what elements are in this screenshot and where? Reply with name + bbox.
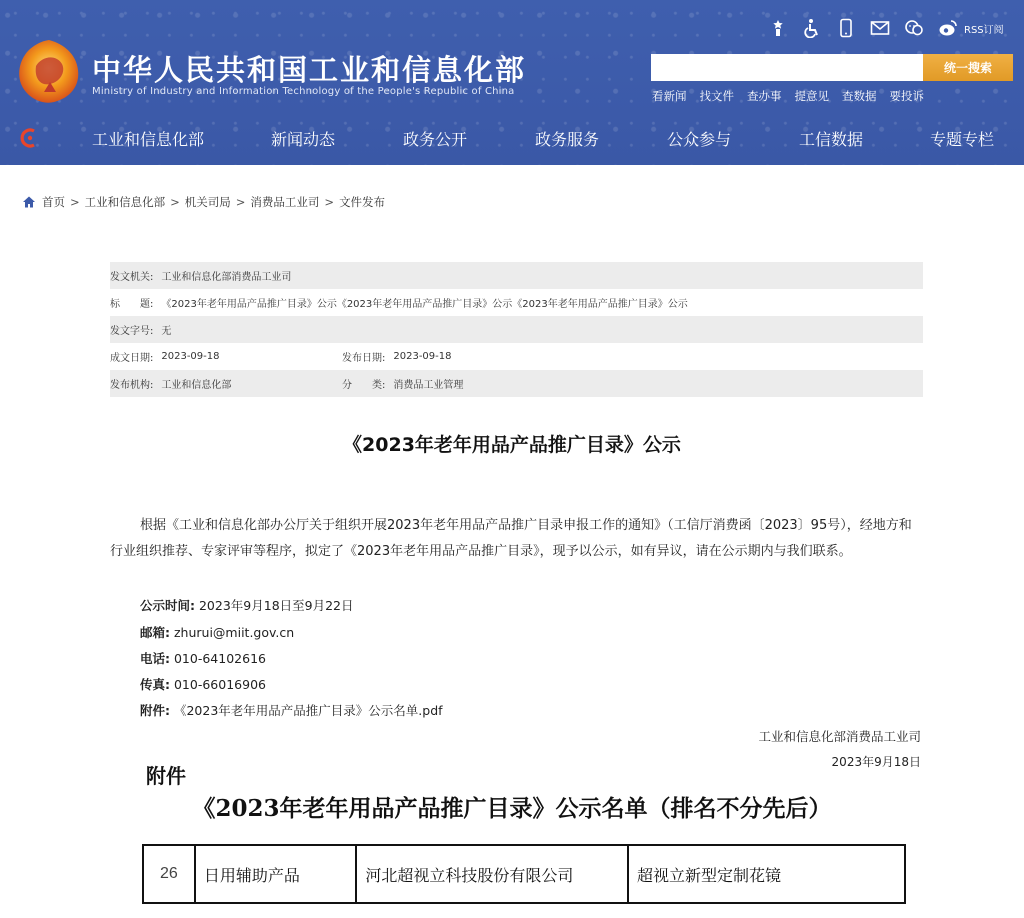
quick-links: [652, 88, 924, 104]
notice-period-line: [140, 596, 354, 614]
breadcrumb-departments[interactable]: 机关司局: [184, 195, 231, 209]
breadcrumb-documents[interactable]: 文件发布: [339, 195, 386, 209]
nav-item-government-affairs[interactable]: 政务公开: [403, 130, 468, 149]
article-title: 《2023年老年用品产品推广目录》公示: [343, 434, 681, 456]
wechat-icon[interactable]: [902, 16, 926, 40]
row-company: 河北超视立科技股份有限公司: [356, 845, 628, 903]
mail-icon[interactable]: [868, 16, 892, 40]
attachment-label: 附件:: [140, 703, 170, 718]
breadcrumb-miit[interactable]: 工业和信息化部: [84, 195, 166, 209]
doc-no-label: 发文字号:: [110, 326, 154, 337]
breadcrumb-separator: >: [324, 195, 335, 209]
home-icon[interactable]: [18, 126, 42, 150]
breadcrumb-separator: >: [235, 195, 246, 209]
nav-item-topics[interactable]: 专题专栏: [930, 130, 995, 149]
weibo-icon[interactable]: [936, 16, 960, 40]
fax-value: 010-66016906: [173, 677, 266, 692]
phone-value: 010-64102616: [173, 651, 266, 666]
nav-item-participation[interactable]: 公众参与: [667, 130, 732, 149]
breadcrumb-separator: >: [70, 195, 80, 209]
nav-item-services[interactable]: 政务服务: [535, 130, 600, 149]
breadcrumb-separator: >: [170, 195, 180, 209]
created-date-cell: [110, 349, 342, 364]
accessibility-toolbar: [766, 14, 1004, 42]
agency-value: 工业和信息化部: [161, 380, 232, 391]
search-button[interactable]: 统一搜索: [923, 54, 1013, 81]
email-line: [140, 623, 294, 641]
attachment-link[interactable]: 《2023年老年用品产品推广目录》公示名单.pdf: [173, 703, 443, 718]
row-product: 超视立新型定制花镜: [628, 845, 905, 903]
breadcrumb-consumer-goods[interactable]: 消费品工业司: [250, 195, 320, 209]
phone-line: [140, 649, 266, 667]
rss-link[interactable]: RSS订阅: [964, 24, 1004, 36]
category-label: 分 类:: [342, 380, 386, 391]
quick-link-complaint[interactable]: 要投诉: [889, 89, 924, 103]
table-row: [143, 845, 905, 903]
fax-line: [140, 675, 266, 693]
published-value: 2023-09-18: [393, 351, 452, 362]
fax-label: 传真:: [140, 677, 170, 692]
created-label: 成文日期:: [110, 353, 154, 364]
info-row-title: [110, 289, 923, 316]
email-label: 邮箱:: [140, 625, 170, 640]
attachment-title: 《2023年老年用品产品推广目录》公示名单（排名不分先后）: [192, 795, 832, 822]
category-cell: [342, 376, 463, 391]
issuer-label: 发文机关:: [110, 272, 154, 283]
breadcrumb-home[interactable]: 首页: [42, 195, 65, 209]
attachment-line: [140, 701, 443, 719]
product-list-table: [142, 844, 906, 904]
period-label: 公示时间:: [140, 598, 195, 613]
published-label: 发布日期:: [342, 353, 386, 364]
period-value: 2023年9月18日至9月22日: [198, 598, 354, 613]
breadcrumb: [22, 194, 385, 210]
site-subtitle: Ministry of Industry and Information Technology of the People's Republic of China: [92, 86, 515, 97]
site-title: 中华人民共和国工业和信息化部: [92, 53, 527, 87]
site-header: [0, 0, 1024, 165]
search-input[interactable]: [651, 54, 923, 81]
document-info-table: [110, 262, 923, 397]
home-icon: [22, 195, 36, 209]
info-row-dates: [110, 343, 923, 370]
published-date-cell: [342, 349, 452, 364]
info-row-doc-no: [110, 316, 923, 343]
row-number: 26: [143, 845, 195, 903]
agency-cell: [110, 376, 342, 391]
created-value: 2023-09-18: [161, 351, 220, 362]
mobile-icon[interactable]: [834, 16, 858, 40]
main-nav: [0, 118, 1024, 158]
category-value: 消费品工业管理: [393, 380, 464, 391]
agency-label: 发布机构:: [110, 380, 154, 391]
phone-label: 电话:: [140, 651, 170, 666]
quick-link-data[interactable]: 查数据: [842, 89, 877, 103]
row-category: 日用辅助产品: [195, 845, 357, 903]
signature-organization: 工业和信息化部消费品工业司: [758, 729, 921, 744]
elderly-mode-icon[interactable]: [766, 16, 790, 40]
info-row-agency: [110, 370, 923, 397]
article-paragraph: 根据《工业和信息化部办公厅关于组织开展2023年老年用品产品推广目录申报工作的通知》（工信厅消费函〔2023〕95号），经地方和行业组织推荐、专家评审等程序，拟定了《2023年老年用品产品推广目录》，现予以公示，如有异议，请在公示期内与我们联系。: [110, 518, 912, 559]
title-label: 标 题:: [110, 299, 154, 310]
quick-link-feedback[interactable]: 提意见: [794, 89, 829, 103]
quick-link-services[interactable]: 查办事: [747, 89, 782, 103]
nav-item-news[interactable]: 新闻动态: [271, 130, 336, 149]
attachment-heading: 附件: [146, 764, 186, 788]
nav-item-miit[interactable]: 工业和信息化部: [92, 130, 205, 149]
info-row-issuer: [110, 262, 923, 289]
signature-date: 2023年9月18日: [831, 755, 921, 769]
quick-link-files[interactable]: 找文件: [699, 89, 734, 103]
quick-link-news[interactable]: 看新闻: [652, 89, 687, 103]
issuer-value: 工业和信息化部消费品工业司: [161, 272, 292, 283]
nav-item-data[interactable]: 工信数据: [799, 130, 864, 149]
email-value[interactable]: zhurui@miit.gov.cn: [173, 625, 295, 640]
ministry-emblem-icon: [14, 36, 84, 106]
doc-no-value: 无: [161, 326, 172, 337]
accessibility-icon[interactable]: [800, 16, 824, 40]
title-value: 《2023年老年用品产品推广目录》公示《2023年老年用品产品推广目录》公示《2023年老年用品产品推广目录》公示: [161, 299, 688, 310]
